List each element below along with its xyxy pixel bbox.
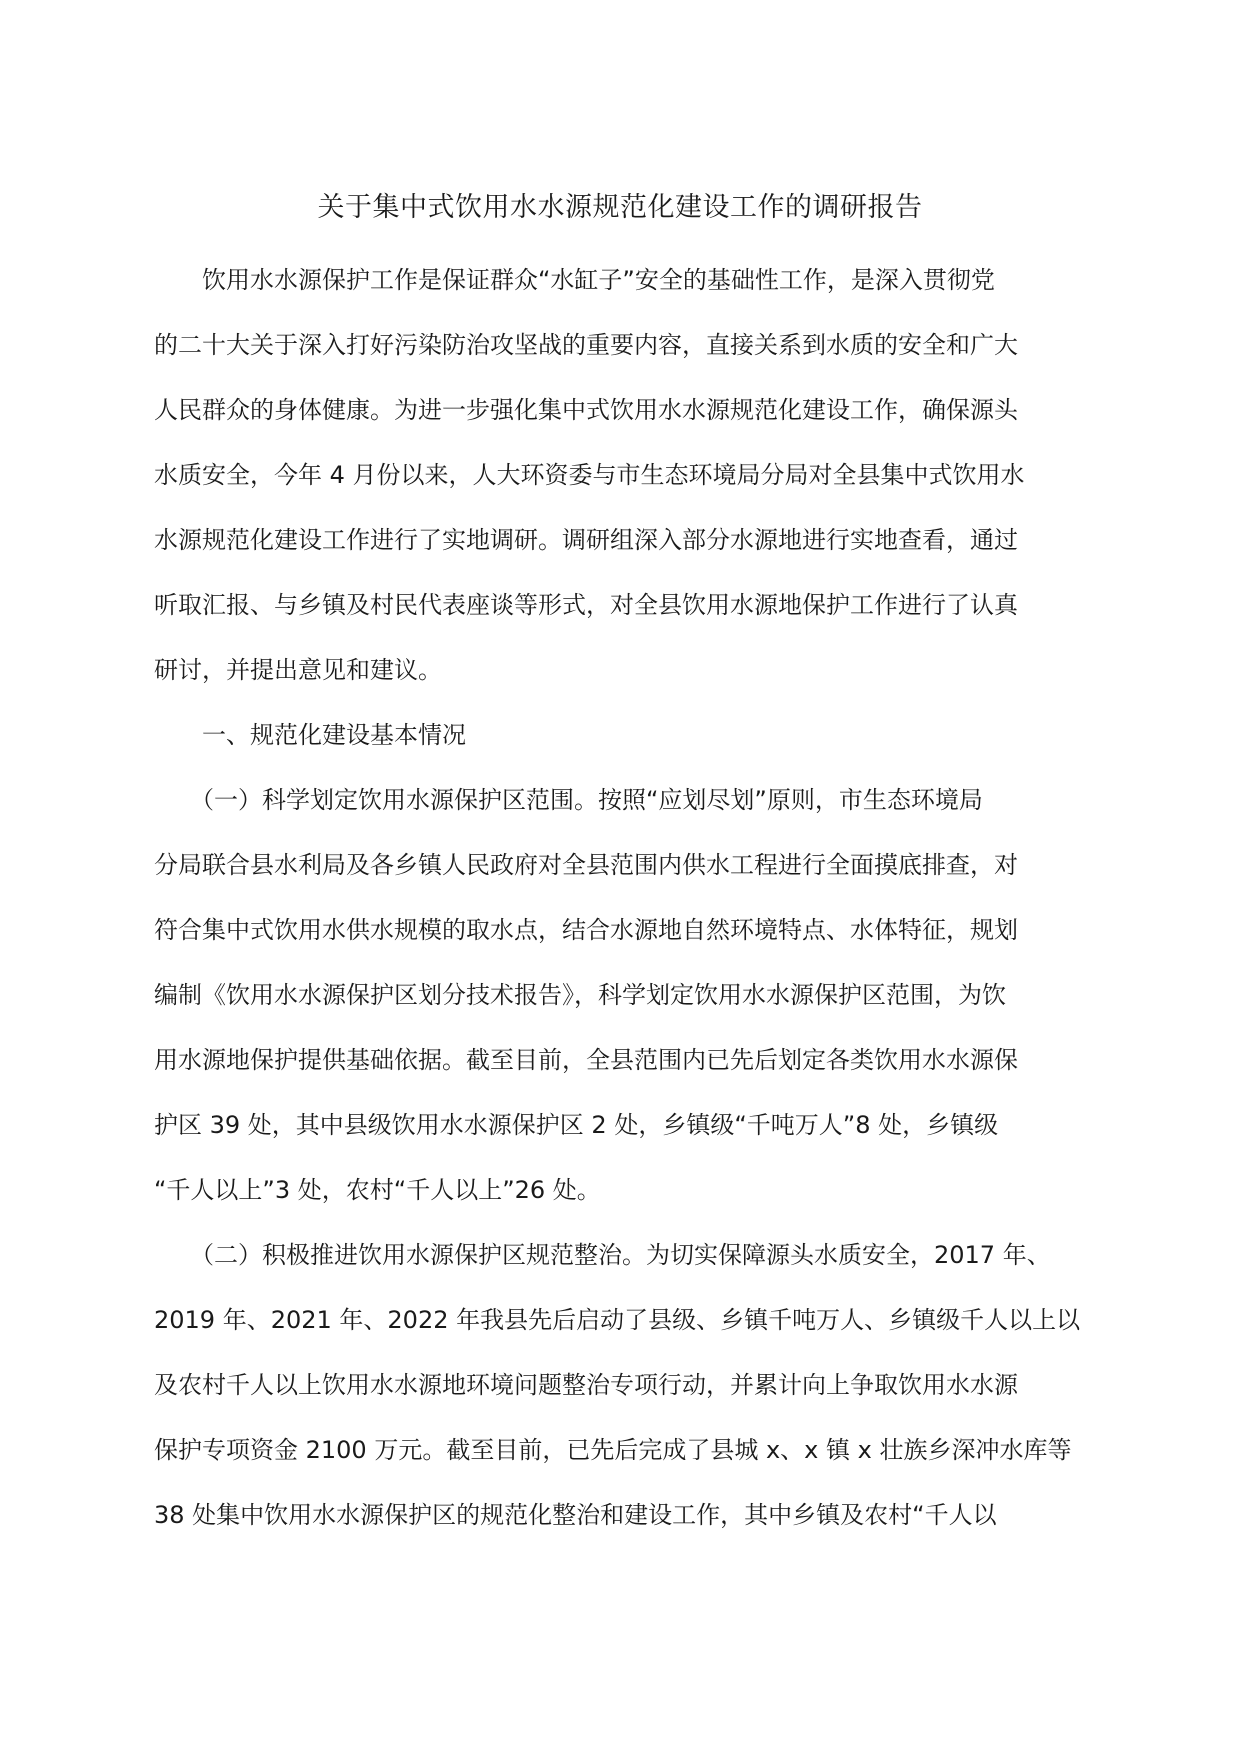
paragraph-line: 的二十大关于深入打好污染防治攻坚战的重要内容，直接关系到水质的安全和广大: [154, 331, 1018, 359]
document-title: 关于集中式饮用水水源规范化建设工作的调研报告: [317, 192, 923, 223]
paragraph-line: 保护专项资金 2100 万元。截至目前，已先后完成了县城 x、x 镇 x 壮族乡深冲水库等: [154, 1436, 1072, 1464]
paragraph-line: 护区 39 处，其中县级饮用水水源保护区 2 处，乡镇级“千吨万人”8 处，乡镇级: [154, 1111, 999, 1139]
paragraph-line: 听取汇报、与乡镇及村民代表座谈等形式，对全县饮用水源地保护工作进行了认真: [154, 591, 1018, 619]
paragraph-line: （一）科学划定饮用水源保护区范围。按照“应划尽划”原则，市生态环境局: [154, 786, 983, 814]
section-heading: 一、规范化建设基本情况: [154, 721, 466, 749]
paragraph-line: 水源规范化建设工作进行了实地调研。调研组深入部分水源地进行实地查看，通过: [154, 526, 1018, 554]
paragraph-line: 饮用水水源保护工作是保证群众“水缸子”安全的基础性工作，是深入贯彻党: [154, 266, 995, 294]
paragraph-line: 38 处集中饮用水水源保护区的规范化整治和建设工作，其中乡镇及农村“千人以: [154, 1501, 997, 1529]
paragraph-line: 水质安全，今年 4 月份以来，人大环资委与市生态环境局分局对全县集中式饮用水: [154, 461, 1025, 489]
paragraph-line: 分局联合县水利局及各乡镇人民政府对全县范围内供水工程进行全面摸底排查，对: [154, 851, 1018, 879]
paragraph-line: 2019 年、2021 年、2022 年我县先后启动了县级、乡镇千吨万人、乡镇级千人以上以: [154, 1306, 1081, 1334]
paragraph-line: 符合集中式饮用水供水规模的取水点，结合水源地自然环境特点、水体特征，规划: [154, 916, 1018, 944]
paragraph-line: “千人以上”3 处，农村“千人以上”26 处。: [154, 1176, 601, 1204]
paragraph-line: 用水源地保护提供基础依据。截至目前，全县范围内已先后划定各类饮用水水源保: [154, 1046, 1018, 1074]
paragraph-line: 研讨，并提出意见和建议。: [154, 656, 442, 684]
paragraph-line: 编制《饮用水水源保护区划分技术报告》，科学划定饮用水水源保护区范围，为饮: [154, 981, 1006, 1009]
paragraph-line: 人民群众的身体健康。为进一步强化集中式饮用水水源规范化建设工作，确保源头: [154, 396, 1018, 424]
paragraph-line: （二）积极推进饮用水源保护区规范整治。为切实保障源头水质安全，2017 年、: [154, 1241, 1051, 1269]
paragraph-line: 及农村千人以上饮用水水源地环境问题整治专项行动，并累计向上争取饮用水水源: [154, 1371, 1018, 1399]
